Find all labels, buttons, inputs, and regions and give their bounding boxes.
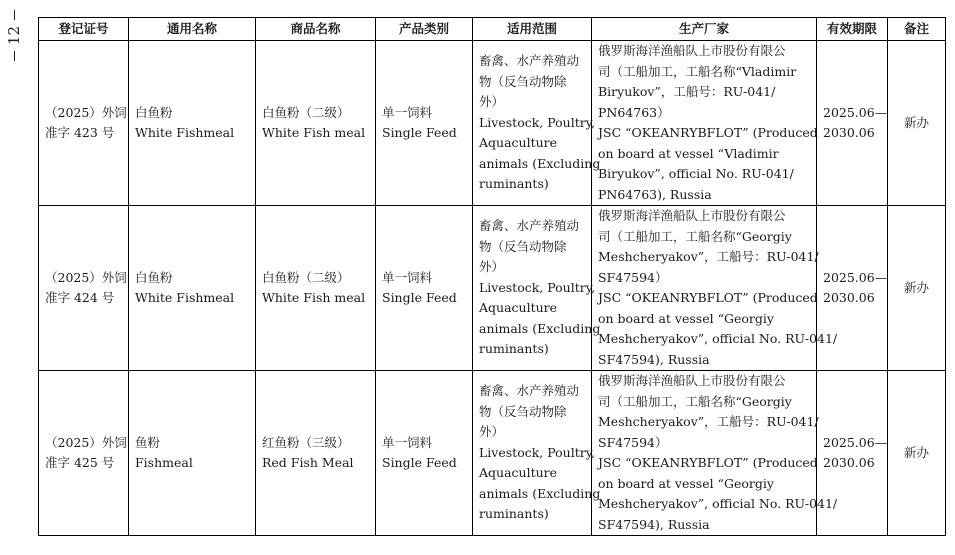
manufacturer-line: PN64763）	[598, 104, 670, 120]
manufacturer-line: on board at vessel “Georgiy	[598, 475, 774, 491]
common-name-en: White Fishmeal	[135, 125, 235, 140]
validity-start: 2025.06—	[823, 104, 888, 120]
manufacturer-line: Meshcheryakov”，工船号：RU-041/	[598, 249, 819, 264]
validity-end: 2030.06	[823, 455, 875, 470]
manufacturer-line: on board at vessel “Vladimir	[598, 145, 779, 161]
scope-cell	[473, 371, 601, 536]
reg-no-line: 准字 425 号	[45, 455, 115, 470]
manufacturer-line: 俄罗斯海洋渔船队上市股份有限公	[598, 208, 786, 223]
scope-line: ruminants)	[479, 176, 549, 192]
reg-no-line: （2025）外饲	[45, 269, 127, 285]
category-cn: 单一饲料	[382, 434, 433, 450]
common-name-en: White Fishmeal	[135, 290, 235, 305]
remark-cell: 新办	[888, 371, 946, 536]
validity-end: 2030.06	[823, 125, 875, 140]
scope-line: 物（反刍动物除	[479, 73, 567, 89]
manufacturer-line: JSC “OKEANRYBFLOT” (Produced	[598, 290, 818, 305]
manufacturer-line: JSC “OKEANRYBFLOT” (Produced	[598, 125, 818, 140]
scope-line: 外）	[479, 259, 505, 275]
remark-cell: 新办	[888, 206, 946, 371]
category-cn: 单一饲料	[382, 104, 433, 120]
scope-line: 物（反刍动物除	[479, 238, 567, 254]
manufacturer-line: 司（工船加工，工船名称“Vladimir	[598, 63, 797, 79]
manufacturer-cell	[592, 371, 838, 536]
scope-line: Aquaculture	[479, 300, 558, 316]
scope-line: ruminants)	[479, 506, 549, 522]
trade-name-cn: 白鱼粉（二级）	[262, 269, 350, 285]
header-category: 产品类别	[376, 18, 473, 41]
manufacturer-line: 俄罗斯海洋渔船队上市股份有限公	[598, 373, 786, 388]
scope-line: 畜禽、水产养殖动	[479, 383, 580, 399]
manufacturer-line: Biryukov”, official No. RU-041/	[598, 166, 794, 181]
page-number	[0, 8, 28, 88]
remark-cell: 新办	[888, 41, 946, 206]
scope-line: Livestock, Poultry,	[479, 114, 596, 130]
manufacturer-line: 司（工船加工，工船名称“Georgiy	[598, 228, 792, 244]
scope-line: Aquaculture	[479, 135, 558, 151]
common-name-cn: 白鱼粉	[135, 104, 173, 120]
manufacturer-line: SF47594), Russia	[598, 351, 710, 367]
trade-name-cell	[256, 371, 376, 536]
trade-name-en: Red Fish Meal	[262, 455, 354, 470]
page-number-value: 12	[4, 26, 23, 46]
manufacturer-line: Biryukov”，工船号：RU-041/	[598, 84, 776, 99]
scope-line: 畜禽、水产养殖动	[479, 53, 580, 69]
scope-line: 外）	[479, 94, 505, 110]
common-name-cn: 白鱼粉	[135, 269, 173, 285]
scope-line: Aquaculture	[479, 465, 558, 481]
trade-name-cn: 红鱼粉（三级）	[262, 434, 350, 450]
common-name-en: Fishmeal	[135, 455, 193, 470]
trade-name-cn: 白鱼粉（二级）	[262, 104, 350, 120]
common-name-cn: 鱼粉	[135, 434, 161, 450]
header-trade-name: 商品名称	[256, 18, 376, 41]
manufacturer-line: 司（工船加工，工船名称“Georgiy	[598, 393, 792, 409]
reg-no-line: （2025）外饲	[45, 434, 127, 450]
manufacturer-line: Meshcheryakov”, official No. RU-041/	[598, 331, 838, 346]
scope-line: ruminants)	[479, 341, 549, 357]
header-manufacturer: 生产厂家	[592, 18, 817, 41]
header-reg-no: 登记证号	[39, 18, 129, 41]
scope-line: Livestock, Poultry,	[479, 444, 596, 460]
validity-start: 2025.06—	[823, 269, 888, 285]
feed-registration-table	[38, 17, 946, 536]
table-row	[39, 41, 946, 206]
category-en: Single Feed	[382, 455, 457, 470]
manufacturer-line: Meshcheryakov”, official No. RU-041/	[598, 496, 838, 511]
scope-line: 畜禽、水产养殖动	[479, 218, 580, 234]
manufacturer-cell	[592, 206, 838, 371]
category-cell	[376, 41, 473, 206]
category-en: Single Feed	[382, 125, 457, 140]
manufacturer-cell	[592, 41, 817, 206]
header-scope: 适用范围	[473, 18, 592, 41]
reg-no-line: 准字 423 号	[45, 125, 115, 140]
scope-line: animals (Excluding	[479, 155, 601, 171]
scope-cell	[473, 206, 601, 371]
manufacturer-line: JSC “OKEANRYBFLOT” (Produced	[598, 455, 818, 470]
page-number-dash-top	[14, 10, 15, 20]
reg-no-cell	[39, 41, 129, 206]
trade-name-en: White Fish meal	[262, 125, 366, 140]
reg-no-line: （2025）外饲	[45, 104, 127, 120]
manufacturer-line: 俄罗斯海洋渔船队上市股份有限公	[598, 43, 786, 58]
trade-name-en: White Fish meal	[262, 290, 366, 305]
manufacturer-line: Meshcheryakov”，工船号：RU-041/	[598, 414, 819, 429]
header-remark: 备注	[888, 18, 946, 41]
manufacturer-line: SF47594), Russia	[598, 516, 710, 532]
trade-name-cell	[256, 41, 376, 206]
reg-no-cell	[39, 371, 129, 536]
validity-end: 2030.06	[823, 290, 875, 305]
scope-line: 物（反刍动物除	[479, 403, 567, 419]
common-name-cell	[129, 41, 256, 206]
manufacturer-line: SF47594）	[598, 434, 668, 450]
manufacturer-line: on board at vessel “Georgiy	[598, 310, 774, 326]
table-header-row	[39, 18, 946, 41]
category-cell	[376, 371, 473, 536]
category-en: Single Feed	[382, 290, 457, 305]
scope-line: 外）	[479, 424, 505, 440]
page-number-dash-bottom	[14, 51, 15, 61]
scope-cell	[473, 41, 601, 206]
validity-cell	[817, 41, 888, 206]
scope-line: Livestock, Poultry,	[479, 279, 596, 295]
table-row	[39, 206, 946, 371]
scope-line: animals (Excluding	[479, 485, 601, 501]
header-validity: 有效期限	[817, 18, 888, 41]
category-cn: 单一饲料	[382, 269, 433, 285]
common-name-cell	[129, 371, 256, 536]
scope-line: animals (Excluding	[479, 320, 601, 336]
trade-name-cell	[256, 206, 376, 371]
header-common-name: 通用名称	[129, 18, 256, 41]
validity-start: 2025.06—	[823, 434, 888, 450]
table-row	[39, 371, 946, 536]
manufacturer-line: PN64763), Russia	[598, 186, 712, 202]
manufacturer-line: SF47594）	[598, 269, 668, 285]
category-cell	[376, 206, 473, 371]
common-name-cell	[129, 206, 256, 371]
reg-no-line: 准字 424 号	[45, 290, 115, 305]
reg-no-cell	[39, 206, 129, 371]
